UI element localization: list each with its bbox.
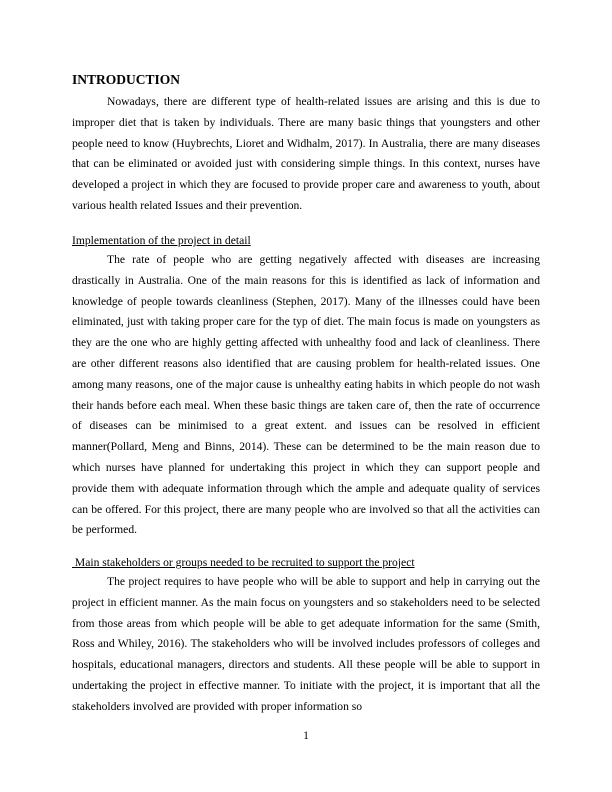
page-number: 1 (303, 729, 309, 742)
section-heading-introduction: INTRODUCTION (72, 72, 181, 87)
subheading-implementation: Implementation of the project in detail (72, 234, 251, 247)
subheading-stakeholders: Main stakeholders or groups needed to be recruited to support the project (72, 556, 415, 569)
paragraph-introduction: Nowadays, there are different type of health-related issues are arising and this is due to improper diet that is taken by individuals. There are many basic things that youngsters and other people need to know (Huybrechts, Lioret and Widhalm, 2017). In Australia, there are many diseases that can be eliminated or avoided just with considering simple things. In this context, nurses have developed a project in which they are focused to provide proper care and awareness to youth, about various health related Issues and their prevention. (72, 95, 540, 212)
paragraph-stakeholders: The project requires to have people who will be able to support and help in carrying out the project in efficient manner. As the main focus on youngsters and so stakeholders need to be selected from those areas from which people will be able to get adequate information for the same (Smith, Ross and Whiley, 2016). The stakeholders who will be involved includes professors of colleges and hospitals, educational managers, directors and students. All these people will be able to support in undertaking the project in effective manner. To initiate with the project, it is important that all the stakeholders involved are provided with proper information so (72, 575, 540, 713)
paragraph-implementation: The rate of people who are getting negatively affected with diseases are increasing drastically in Australia. One of the main reasons for this is identified as lack of information and knowledge of people towards cleanliness (Stephen, 2017). Many of the illnesses could have been eliminated, just with taking proper care for the typ of diet. The main focus is made on youngsters as they are the one who are highly getting affected with unhealthy food and lack of cleanliness. There are other different reasons also identified that are causing problem for health-related issues. One among many reasons, one of the major cause is unhealthy eating habits in which people do not wash their hands before each meal. When these basic things are taken care of, then the rate of occurrence of diseases can be minimised to a great extent. and issues can be resolved in efficient manner(Pollard, Meng and Binns, 2014). These can be determined to be the main reason due to which nurses have planned for undertaking this project in which they can support people and provide them with adequate information through which the ample and adequate quality of services can be offered. For this project, there are many people who are involved so that all the activities can be performed. (72, 253, 540, 537)
